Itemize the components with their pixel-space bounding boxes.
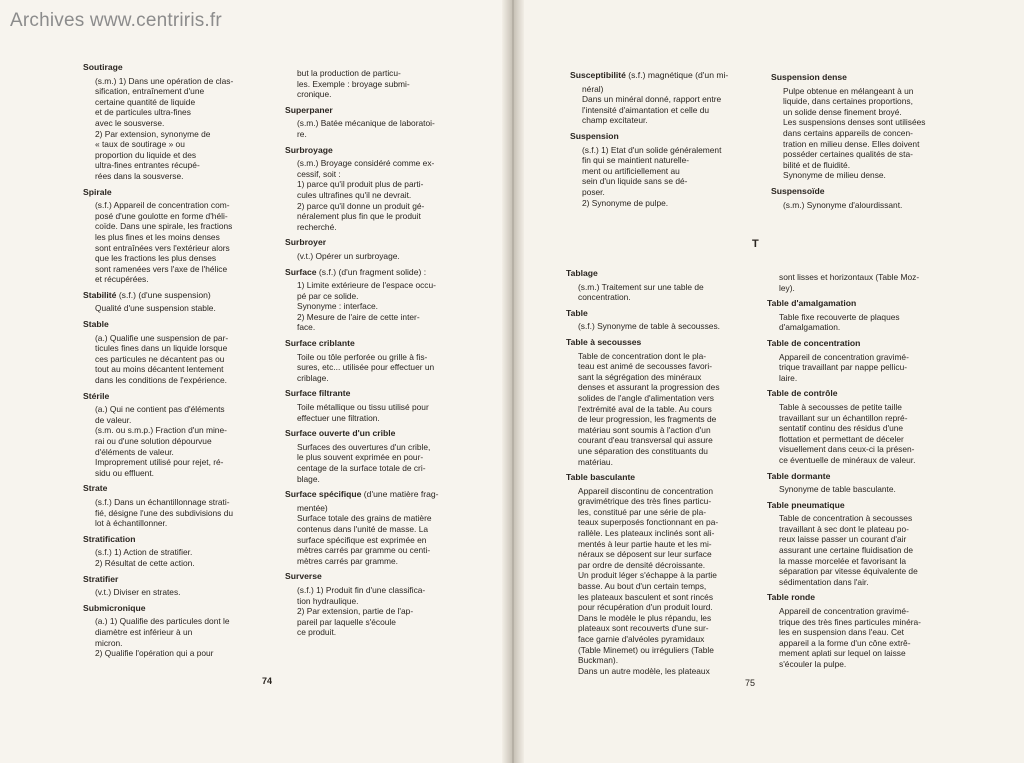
entry-headword: Tablage <box>566 268 598 278</box>
entry-definition-line: basse. Au bout d'un certain temps, <box>578 581 707 592</box>
entry-definition-line: sures, etc... utilisée pour effectuer un <box>297 362 435 373</box>
entry-definition-line: un solide dense finement broyé. <box>783 106 902 117</box>
entry-definition-line: ces particules ne décantent pas ou <box>95 353 225 364</box>
entry-definition-line: Table à secousses de petite taille <box>779 401 902 412</box>
entry-definition-line: 2) Mesure de l'aire de cette inter- <box>297 311 420 322</box>
entry-definition-line: (a.) Qualifie une suspension de par- <box>95 332 229 343</box>
dictionary-entry <box>83 62 261 182</box>
entry-definition-line: et de particules ultra-fines <box>95 107 191 118</box>
entry-headword-line <box>285 388 465 399</box>
entry-definition-line: (s.m.) Traitement sur une table de <box>578 281 704 292</box>
dictionary-entry <box>566 472 746 676</box>
section-letter-T: T <box>752 238 759 250</box>
entry-headword: Stable <box>83 319 109 330</box>
dictionary-entry <box>566 268 746 303</box>
entry-headword: Table <box>566 307 588 318</box>
entry-definition-line: posséder certaines qualités de sta- <box>783 149 913 160</box>
entry-definition-line: les en suspension dans l'eau. Cet <box>779 627 904 638</box>
entry-definition-line: cules ultrafines qu'il ne devrait. <box>297 189 412 200</box>
entry-definition-line: (s.f.) Appareil de concentration com- <box>95 200 230 211</box>
entry-definition-line: fin qui se maintient naturelle- <box>582 155 690 166</box>
entry-definition-line: proportion du liquide et des <box>95 149 197 160</box>
entry-definition-line: Table de concentration à secousses <box>779 513 913 524</box>
entry-definition-line: pour récupération d'un produit lourd. <box>578 602 713 613</box>
entry-definition-line: (s.m.) Synonyme d'alourdissant. <box>783 199 903 210</box>
entry-headword-line <box>767 388 947 399</box>
entry-definition-line: « taux de soutirage » ou <box>95 139 185 150</box>
entry-definition-line: Improprement utilisé pour rejet, ré- <box>95 457 224 468</box>
entry-definition-line: Appareil discontinu de concentration <box>578 485 714 496</box>
entry-definition-line: mentée) <box>297 502 328 513</box>
entry-definition-line: plateaux sont recouverts d'une sur- <box>578 623 709 634</box>
entry-headword: Table ronde <box>767 592 816 603</box>
entry-headword: Spirale <box>83 186 112 197</box>
entry-definition-line: et récupérées. <box>95 274 149 285</box>
entry-definition-line: travaillant à sec dont le plateau po- <box>779 523 909 534</box>
entry-definition-line: Un produit léger s'échappe à la partie <box>578 570 717 581</box>
entry-headword-line <box>83 534 261 545</box>
entry-definition-line: l'intensité d'aimantation et celle du <box>582 104 710 115</box>
entry-definition-line: (s.m.) 1) Dans une opération de clas- <box>95 75 234 86</box>
entry-definition-line: Toile métallique ou tissu utilisé pour <box>297 402 429 413</box>
entry-definition-line: (a.) 1) Qualifie des particules dont le <box>95 616 230 627</box>
entry-definition-line: 2) parce qu'il donne un produit gé- <box>297 200 425 211</box>
entry-headword: Table d'amalgamation <box>767 298 857 309</box>
entry-headword: Stratifier <box>83 573 119 584</box>
entry-headword-line <box>285 428 465 439</box>
entry-definition-line: néraux se déposent sur leur surface <box>578 549 712 560</box>
entry-definition-line: champ excitateur. <box>582 115 648 126</box>
entry-headword: Table dormante <box>767 470 831 481</box>
entry-definition-line: le plus souvent exprimée en pour- <box>297 452 424 463</box>
entry-definition-line: visuellement dans ceux-ci la présen- <box>779 444 915 455</box>
entry-definition-line: Les suspensions denses sont utilisées <box>783 117 926 128</box>
left-page-column-1 <box>83 62 261 664</box>
entry-definition-line: la masse morcelée et favorisant la <box>779 555 907 566</box>
entry-definition-line: Dans le modèle le plus répandu, les <box>578 612 712 623</box>
entry-definition-line: travaillant sur un échantillon repré- <box>779 412 908 423</box>
entry-definition-line: (s.f.) 1) Etat d'un solide généralement <box>582 144 722 155</box>
dictionary-entry <box>767 500 947 588</box>
entry-headword: Strate <box>83 483 108 494</box>
dictionary-entry <box>570 131 746 208</box>
entry-definition-line: diamètre est inférieur à un <box>95 626 193 637</box>
entry-headword: Surface <box>285 266 317 277</box>
entry-definition-line: de valeur. <box>95 414 132 425</box>
entry-definition-line: ce éventuelle de minéraux de valeur. <box>779 454 916 465</box>
right-page-column-2-bottom <box>767 272 947 675</box>
entry-grammar: (s.f.) (d'une suspension) <box>116 289 211 300</box>
entry-definition-line: sont lisses et horizontaux (Table Moz- <box>779 272 920 282</box>
entry-definition-line: concentration. <box>578 292 631 303</box>
entry-definition-line: liquide, dans certaines proportions, <box>783 96 913 107</box>
dictionary-entry <box>767 338 947 383</box>
entry-grammar: (s.f.) magnétique (d'un mi- <box>625 70 729 80</box>
entry-headword-line <box>285 267 465 278</box>
entry-definition-line: contenus dans l'unité de masse. La <box>297 523 429 534</box>
dictionary-entry <box>771 186 947 210</box>
entry-definition-line: (s.f.) Dans un échantillonnage strati- <box>95 496 230 507</box>
dictionary-entry <box>83 574 261 598</box>
entry-definition-line: Pulpe obtenue en mélangeant à un <box>783 85 914 96</box>
entry-definition-line: certaine quantité de liquide <box>95 96 196 107</box>
dictionary-entry <box>570 70 746 126</box>
entry-definition-line: reux laisse passer un courant d'air <box>779 534 907 545</box>
entry-definition-line: néral) <box>582 83 604 94</box>
dictionary-entry <box>83 319 261 386</box>
entry-definition-line: (Table Minemet) ou irréguliers (Table <box>578 644 714 655</box>
entry-headword: Stérile <box>83 390 110 401</box>
page-number-right: 75 <box>745 678 756 688</box>
dictionary-entry <box>83 603 261 659</box>
left-page-column-2 <box>285 68 465 643</box>
entry-headword: Table basculante <box>566 472 636 483</box>
entry-headword-line <box>767 471 947 482</box>
entry-definition-line: Synonyme de milieu dense. <box>783 170 886 181</box>
entry-headword: Suspension dense <box>771 72 847 82</box>
entry-headword: Submicronique <box>83 602 146 613</box>
entry-definition-line: cronique. <box>297 89 332 100</box>
dictionary-entry <box>285 571 465 638</box>
entry-definition-line: 2) Résultat de cette action. <box>95 557 195 568</box>
entry-headword-line <box>771 72 947 83</box>
entry-headword: Surface spécifique <box>285 489 362 500</box>
entry-definition-line: mètres carrés par gramme. <box>297 555 398 566</box>
dictionary-entry <box>285 388 465 423</box>
entry-definition-line: courant d'eau transversal qui assure <box>578 435 713 446</box>
dictionary-entry <box>566 308 746 332</box>
entry-definition-line: Dans un minéral donné, rapport entre <box>582 94 722 105</box>
entry-definition-line: séparation par vitesse équivalente de <box>779 566 918 577</box>
entry-definition-line: que les fractions les plus denses <box>95 253 217 264</box>
entry-definition-line: (s.f.) 1) Action de stratifier. <box>95 547 193 558</box>
entry-definition-line: cessif, soit : <box>297 168 341 179</box>
entry-headword: Surface ouverte d'un crible <box>285 428 396 439</box>
entry-headword-line <box>285 105 465 116</box>
entry-definition-line: sédimentation dans l'air. <box>779 576 869 587</box>
dictionary-entry <box>767 388 947 465</box>
entry-headword-line <box>285 489 465 500</box>
dictionary-entry <box>767 272 947 293</box>
entry-definition-line: mètres carrés par gramme ou centi- <box>297 545 431 556</box>
watermark: Archives www.centriris.fr <box>10 10 222 31</box>
entry-definition-line: pareil par laquelle s'écoule <box>297 616 396 627</box>
dictionary-entry <box>83 391 261 479</box>
dictionary-entry <box>767 592 947 669</box>
entry-definition-line: effectuer une filtration. <box>297 412 380 423</box>
entry-definition-line: appareil a la forme d'un cône extrê- <box>779 637 911 648</box>
entry-definition-line: (s.m.) Broyage considéré comme ex- <box>297 158 435 169</box>
right-page-column-1-top <box>570 70 746 213</box>
entry-definition-line: matériau sont soumis à l'action d'un <box>578 424 711 435</box>
entry-headword-line <box>285 571 465 582</box>
entry-definition-line: une séparation des constituants du <box>578 445 708 456</box>
entry-definition-line: sentatif continu des résidus d'une <box>779 423 904 434</box>
entry-definition-line: recherché. <box>297 221 337 232</box>
entry-definition-line: tration en milieu dense. Elles doivent <box>783 138 920 149</box>
entry-definition-line: dans certains appareils de concen- <box>783 127 913 138</box>
entry-definition-line: l'extrémité aval de la table. Au cours <box>578 403 712 414</box>
entry-headword-line <box>285 237 465 248</box>
entry-definition-line: Dans un autre modèle, les plateaux <box>578 665 710 676</box>
entry-definition-line: gravimétrique des très fines particu- <box>578 496 712 507</box>
entry-definition-line: les plateaux basculent et sont rincés <box>578 591 714 602</box>
entry-definition-line: rai ou d'une solution dépourvue <box>95 436 212 446</box>
entry-definition-line: re. <box>297 128 307 139</box>
entry-headword-line <box>83 319 261 330</box>
entry-definition-line: (a.) Qui ne contient pas d'éléments <box>95 404 225 415</box>
entry-definition-line: tion hydraulique. <box>297 595 359 606</box>
entry-definition-line: assurant une certaine fluidisation de <box>779 545 914 556</box>
entry-headword: Table de concentration <box>767 337 861 348</box>
entry-headword: Table pneumatique <box>767 499 845 510</box>
entry-definition-line: teaux superposés fonctionnant en pa- <box>578 517 719 528</box>
dictionary-entry <box>285 428 465 484</box>
entry-headword-line <box>767 592 947 603</box>
entry-definition-line: Table fixe recouverte de plaques <box>779 311 900 322</box>
entry-definition-line: dans les conditions de l'expérience. <box>95 375 227 386</box>
entry-definition-line: laire. <box>779 372 798 383</box>
entry-definition-line: teau est animé de secousses favori- <box>578 361 713 372</box>
entry-definition-line: pé par ce solide. <box>297 290 359 301</box>
entry-definition-line: Synonyme : interface. <box>297 301 378 312</box>
entry-definition-line: sant la ségrégation des minéraux <box>578 371 702 382</box>
dictionary-entry <box>566 337 746 467</box>
entry-definition-line: Appareil de concentration gravimé- <box>779 351 909 362</box>
entry-definition-line: 2) Par extension, synonyme de <box>95 128 211 139</box>
entry-headword: Suspension <box>570 130 619 141</box>
entry-headword: Stratification <box>83 533 136 544</box>
dictionary-entry <box>767 298 947 333</box>
entry-definition-line: denses et assurant la progression des <box>578 382 720 393</box>
entry-headword: Surbroyer <box>285 237 327 248</box>
entry-definition-line: Toile ou tôle perforée ou grille à fis- <box>297 351 428 362</box>
entry-headword-line <box>570 70 746 81</box>
entry-headword-line <box>566 472 746 483</box>
entry-headword-line <box>83 603 261 614</box>
entry-headword-line <box>767 338 947 349</box>
entry-definition-line: ley). <box>779 282 795 293</box>
entry-grammar: (s.f.) (d'un fragment solide) : <box>316 266 427 277</box>
entry-headword-line <box>83 391 261 402</box>
entry-definition-line: but la production de particu- <box>297 68 401 78</box>
entry-headword: Surbroyage <box>285 144 333 155</box>
entry-definition-line: criblage. <box>297 372 329 383</box>
entry-headword: Soutirage <box>83 62 123 72</box>
entry-headword-line <box>83 187 261 198</box>
dictionary-entry <box>83 290 261 314</box>
entry-headword-line <box>566 337 746 348</box>
entry-definition-line: Surface totale des grains de matière <box>297 513 432 524</box>
entry-definition-line: mement aplati sur lequel on laisse <box>779 648 906 659</box>
dictionary-entry <box>767 471 947 495</box>
entry-headword: Table de contrôle <box>767 388 838 399</box>
entry-headword: Surface filtrante <box>285 388 351 399</box>
entry-definition-line: rées dans la sousverse. <box>95 170 184 181</box>
entry-definition-line: de leur progression, les fragments de <box>578 414 717 425</box>
entry-definition-line: posé d'une goulotte en forme d'héli- <box>95 210 228 221</box>
entry-headword-line <box>570 131 746 142</box>
entry-definition-line: (v.t.) Diviser en strates. <box>95 587 181 598</box>
entry-headword-line <box>285 145 465 156</box>
entry-headword-line <box>566 268 746 279</box>
entry-definition-line: (s.m. ou s.m.p.) Fraction d'un mine- <box>95 425 227 436</box>
entry-definition-line: 2) Synonyme de pulpe. <box>582 197 669 208</box>
entry-headword: Suspensoïde <box>771 185 825 196</box>
entry-definition-line: (s.f.) Synonyme de table à secousses. <box>578 321 720 332</box>
right-page-column-1-bottom <box>566 268 746 681</box>
entry-definition-line: sification, entraînement d'une <box>95 86 205 97</box>
entry-definition-line: sont entraînées vers l'extérieur alors <box>95 242 230 253</box>
entry-grammar: (d'une matière frag- <box>361 489 439 500</box>
entry-definition-line: poser. <box>582 186 605 197</box>
entry-definition-line: par ordre de densité décroissante. <box>578 559 706 570</box>
entry-definition-line: Appareil de concentration gravimé- <box>779 606 909 617</box>
entry-headword: Stabilité <box>83 289 117 300</box>
entry-definition-line: d'amalgamation. <box>779 322 841 333</box>
dictionary-entry <box>285 267 465 334</box>
right-page-column-2-top <box>771 72 947 215</box>
dictionary-entry <box>83 483 261 528</box>
entry-definition-line: 2) Qualifie l'opération qui a pour <box>95 648 214 659</box>
dictionary-entry <box>285 145 465 233</box>
dictionary-entry <box>285 68 465 100</box>
entry-headword: Table à secousses <box>566 336 642 347</box>
entry-definition-line: ce produit. <box>297 627 337 638</box>
dictionary-entry <box>285 237 465 261</box>
entry-definition-line: avec le sousverse. <box>95 117 165 128</box>
entry-headword-line <box>83 574 261 585</box>
entry-headword: Superpaner <box>285 104 333 115</box>
entry-definition-line: trique des très fines particules minéra- <box>779 616 921 627</box>
dictionary-entry <box>83 534 261 569</box>
entry-definition-line: 1) parce qu'il produit plus de parti- <box>297 179 424 190</box>
entry-headword-line <box>566 308 746 319</box>
dictionary-entry <box>285 105 465 140</box>
entry-headword-line <box>83 290 261 301</box>
entry-definition-line: Qualité d'une suspension stable. <box>95 303 216 314</box>
entry-definition-line: fié, désigne l'une des subdivisions du <box>95 507 234 518</box>
entry-definition-line: micron. <box>95 637 123 648</box>
entry-definition-line: tout au moins décantent lentement <box>95 364 224 375</box>
entry-definition-line: centage de la surface totale de cri- <box>297 463 426 473</box>
entry-definition-line: flottation et permettant de déceler <box>779 433 904 444</box>
entry-headword: Surface criblante <box>285 338 355 349</box>
entry-definition-line: trique travaillant par nappe pellicu- <box>779 362 908 373</box>
entry-definition-line: surface spécifique est exprimée en <box>297 534 427 545</box>
dictionary-entry <box>285 489 465 566</box>
entry-definition-line: (s.m.) Batée mécanique de laboratoi- <box>297 118 435 129</box>
entry-headword: Susceptibilité <box>570 70 626 80</box>
entry-headword-line <box>285 338 465 349</box>
entry-definition-line: Buckman). <box>578 655 619 666</box>
entry-definition-line: d'éléments de valeur. <box>95 446 174 457</box>
entry-definition-line: Table de concentration dont le pla- <box>578 350 707 361</box>
page-number-left: 74 <box>262 676 273 686</box>
entry-definition-line: 1) Limite extérieure de l'espace occu- <box>297 280 436 291</box>
entry-definition-line: ment ou artificiellement au <box>582 165 680 176</box>
entry-definition-line: face garnie d'alvéoles pyramidaux <box>578 634 705 644</box>
entry-definition-line: ticules fines dans un liquide lorsque <box>95 343 228 354</box>
dictionary-entry <box>771 72 947 181</box>
entry-definition-line: blage. <box>297 473 320 484</box>
entry-definition-line: les. Exemple : broyage submi- <box>297 78 410 89</box>
entry-definition-line: sein d'un liquide sans se dé- <box>582 176 688 187</box>
entry-definition-line: mentés à leur partie haute et les mi- <box>578 538 712 549</box>
entry-definition-line: rallèle. Les plateaux inclinés sont ali- <box>578 528 715 539</box>
entry-headword: Surverse <box>285 571 322 582</box>
dictionary-entry <box>83 187 261 285</box>
entry-definition-line: solides de l'angle d'alimentation vers <box>578 392 714 403</box>
entry-definition-line: (s.f.) 1) Produit fin d'une classifica- <box>297 584 426 595</box>
entry-definition-line: coïde. Dans une spirale, les fractions <box>95 221 233 232</box>
entry-definition-line: sidu ou effluent. <box>95 467 154 478</box>
entry-headword-line <box>767 500 947 511</box>
entry-headword-line <box>83 62 261 73</box>
dictionary-entry <box>285 338 465 383</box>
entry-definition-line: Synonyme de table basculante. <box>779 484 896 495</box>
entry-definition-line: lot à échantillonner. <box>95 518 168 529</box>
entry-definition-line: bilité et de fluidité. <box>783 159 851 170</box>
entry-headword-line <box>771 186 947 197</box>
entry-definition-line: les plus fines et les moins denses <box>95 231 220 242</box>
entry-definition-line: Surfaces des ouvertures d'un crible, <box>297 441 431 452</box>
entry-definition-line: face. <box>297 322 316 333</box>
entry-definition-line: les, constitué par une série de pla- <box>578 506 707 517</box>
entry-headword-line <box>83 483 261 494</box>
entry-definition-line: matériau. <box>578 456 613 467</box>
entry-definition-line: néralement plus fin que le produit <box>297 211 421 222</box>
entry-headword-line <box>767 298 947 309</box>
entry-definition-line: sont ramenées vers l'axe de l'hélice <box>95 263 228 274</box>
entry-definition-line: s'écouler la pulpe. <box>779 659 847 669</box>
book-gutter <box>502 0 524 763</box>
entry-definition-line: (v.t.) Opérer un surbroyage. <box>297 250 400 261</box>
entry-definition-line: ultra-fines entrantes récupé- <box>95 160 200 171</box>
entry-definition-line: 2) Par extension, partie de l'ap- <box>297 606 414 617</box>
